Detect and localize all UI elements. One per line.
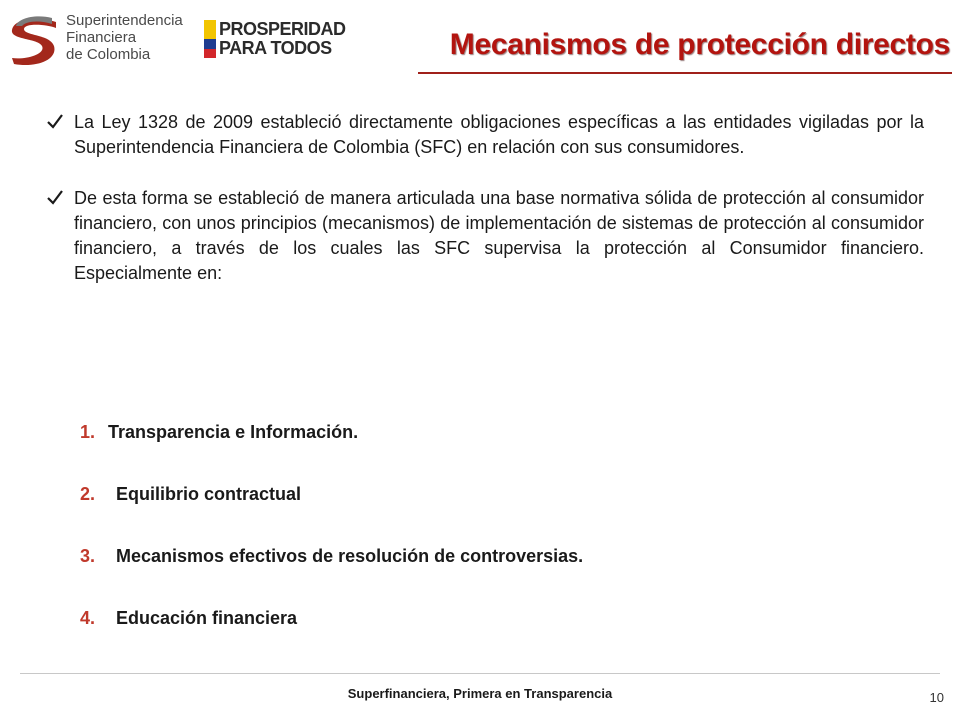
list-item-label: Transparencia e Información. — [108, 422, 359, 442]
bullet-list — [44, 110, 924, 312]
list-item-number: 1. — [80, 422, 96, 442]
prosperidad-logo-line: PARA TODOS — [219, 38, 332, 58]
sfc-logo-text — [66, 12, 183, 63]
sfc-logo-line: Superintendencia — [66, 12, 183, 29]
bullet-item — [44, 186, 924, 286]
page-number: 10 — [929, 690, 944, 705]
bullet-item — [44, 110, 924, 160]
sfc-logo-line: de Colombia — [66, 46, 151, 63]
prosperidad-logo — [204, 20, 354, 62]
list-item-label: Educación financiera — [116, 608, 298, 628]
sfc-logo-line: Financiera — [66, 29, 137, 46]
list-item-label: Mecanismos efectivos de resolución de controversias. — [116, 546, 584, 566]
list-item-label: Equilibrio contractual — [116, 484, 302, 504]
title-divider — [418, 72, 952, 74]
list-item — [80, 546, 880, 608]
prosperidad-logo-text — [219, 20, 346, 58]
bullet-text: La Ley 1328 de 2009 estableció directamente obligaciones específicas a las entidades vigiladas por la Superintendencia Financiera de Colombia (SFC) en relación con sus consumidores. — [74, 112, 924, 157]
footer-divider — [20, 673, 940, 674]
list-item — [80, 608, 880, 670]
slide-title: Mecanismos de protección directos — [449, 28, 950, 61]
list-item-number: 2. — [80, 484, 96, 504]
checkmark-icon — [46, 112, 64, 130]
footer-tagline: Superfinanciera, Primera en Transparencia — [347, 686, 613, 701]
list-item-number: 3. — [80, 546, 96, 566]
sfc-emblem-icon — [8, 16, 60, 66]
prosperidad-logo-line: PROSPERIDAD — [219, 19, 346, 39]
list-item — [80, 422, 880, 484]
sfc-logo — [8, 12, 183, 70]
bullet-text: De esta forma se estableció de manera articulada una base normativa sólida de protección al consumidor financiero, con unos principios (mecanismos) de implementación de sistemas de protección al consumidor financiero, a través de los cuales las SFC supervisa la protección al Consumidor financiero. Especialmente en: — [74, 188, 924, 283]
numbered-list — [80, 422, 880, 670]
list-item — [80, 484, 880, 546]
colombia-flag-icon — [204, 20, 216, 58]
list-item-number: 4. — [80, 608, 96, 628]
checkmark-icon — [46, 188, 64, 206]
